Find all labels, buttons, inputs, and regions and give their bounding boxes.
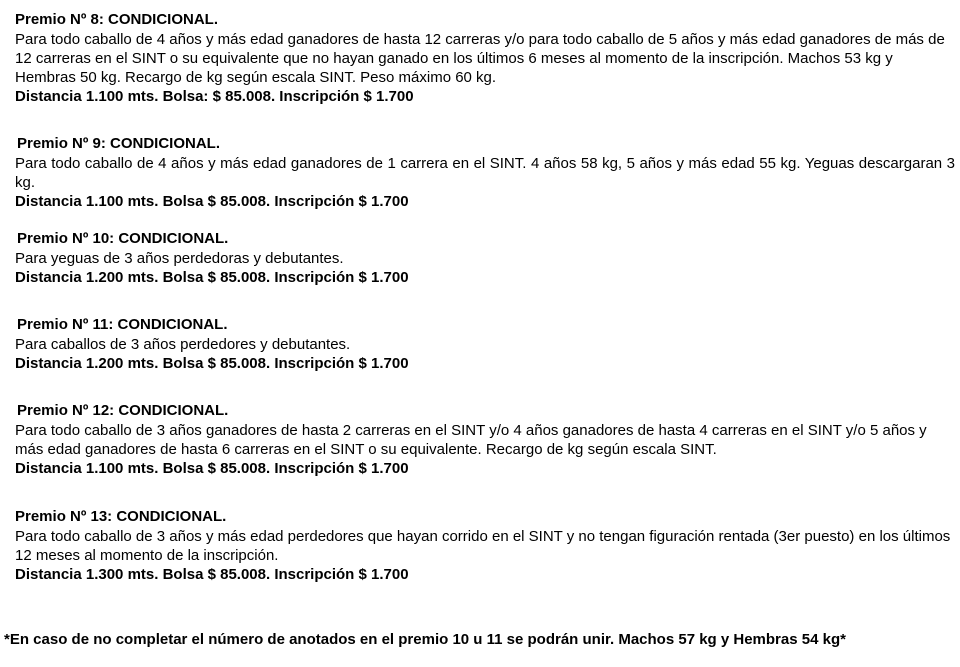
premio-description: Para yeguas de 3 años perdedoras y debutantes.	[15, 250, 344, 267]
premio-details: Distancia 1.100 mts. Bolsa $ 85.008. Inscripción $ 1.700	[15, 193, 409, 210]
premio-title: Premio Nº 13: CONDICIONAL.	[15, 508, 227, 525]
footnote: *En caso de no completar el número de anotados en el premio 10 u 11 se podrán unir. Machos 57 kg y Hembras 54 kg*	[4, 631, 846, 648]
premio-9-section	[15, 134, 955, 212]
premio-title: Premio Nº 8: CONDICIONAL.	[15, 11, 218, 28]
premio-description: Para todo caballo de 3 años y más edad perdedores que hayan corrido en el SINT y no tengan figuración rentada (3er puesto) en los últimos 12 meses al momento de la inscripción.	[15, 528, 951, 564]
premio-details: Distancia 1.100 mts. Bolsa: $ 85.008. Inscripción $ 1.700	[15, 88, 414, 105]
premio-10-section	[15, 229, 955, 288]
premio-12-section	[15, 401, 955, 479]
premio-details: Distancia 1.200 mts. Bolsa $ 85.008. Inscripción $ 1.700	[15, 269, 409, 286]
premio-8-section	[15, 10, 955, 107]
premio-details: Distancia 1.200 mts. Bolsa $ 85.008. Inscripción $ 1.700	[15, 355, 409, 372]
premio-description: Para todo caballo de 4 años y más edad ganadores de 1 carrera en el SINT. 4 años 58 kg, 5 años y más edad 55 kg. Yeguas descargaran 3 kg.	[15, 155, 955, 191]
premio-11-section	[15, 315, 955, 374]
premio-description: Para todo caballo de 4 años y más edad ganadores de hasta 12 carreras y/o para todo caballo de 5 años y más edad ganadores de más de 12 carreras en el SINT o su equivalente que no hayan ganado en los últimos 6 meses al momento de la inscripción. Machos 53 kg y Hembras 50 kg. Recargo de kg según escala SINT. Peso máximo 60 kg.	[15, 31, 945, 86]
premio-title: Premio Nº 9: CONDICIONAL.	[17, 135, 220, 152]
premio-description: Para todo caballo de 3 años ganadores de hasta 2 carreras en el SINT y/o 4 años ganadores de hasta 4 carreras en el SINT y/o 5 años y más edad ganadores de hasta 6 carreras en el SINT o su equivalente. Recargo de kg según escala SINT.	[15, 422, 927, 458]
premio-details: Distancia 1.100 mts. Bolsa $ 85.008. Inscripción $ 1.700	[15, 460, 409, 477]
premio-details: Distancia 1.300 mts. Bolsa $ 85.008. Inscripción $ 1.700	[15, 566, 409, 583]
premio-title: Premio Nº 10: CONDICIONAL.	[17, 230, 229, 247]
premio-description: Para caballos de 3 años perdedores y debutantes.	[15, 336, 351, 353]
premio-title: Premio Nº 11: CONDICIONAL.	[17, 316, 228, 333]
premio-title: Premio Nº 12: CONDICIONAL.	[17, 402, 229, 419]
premio-13-section	[15, 507, 955, 585]
